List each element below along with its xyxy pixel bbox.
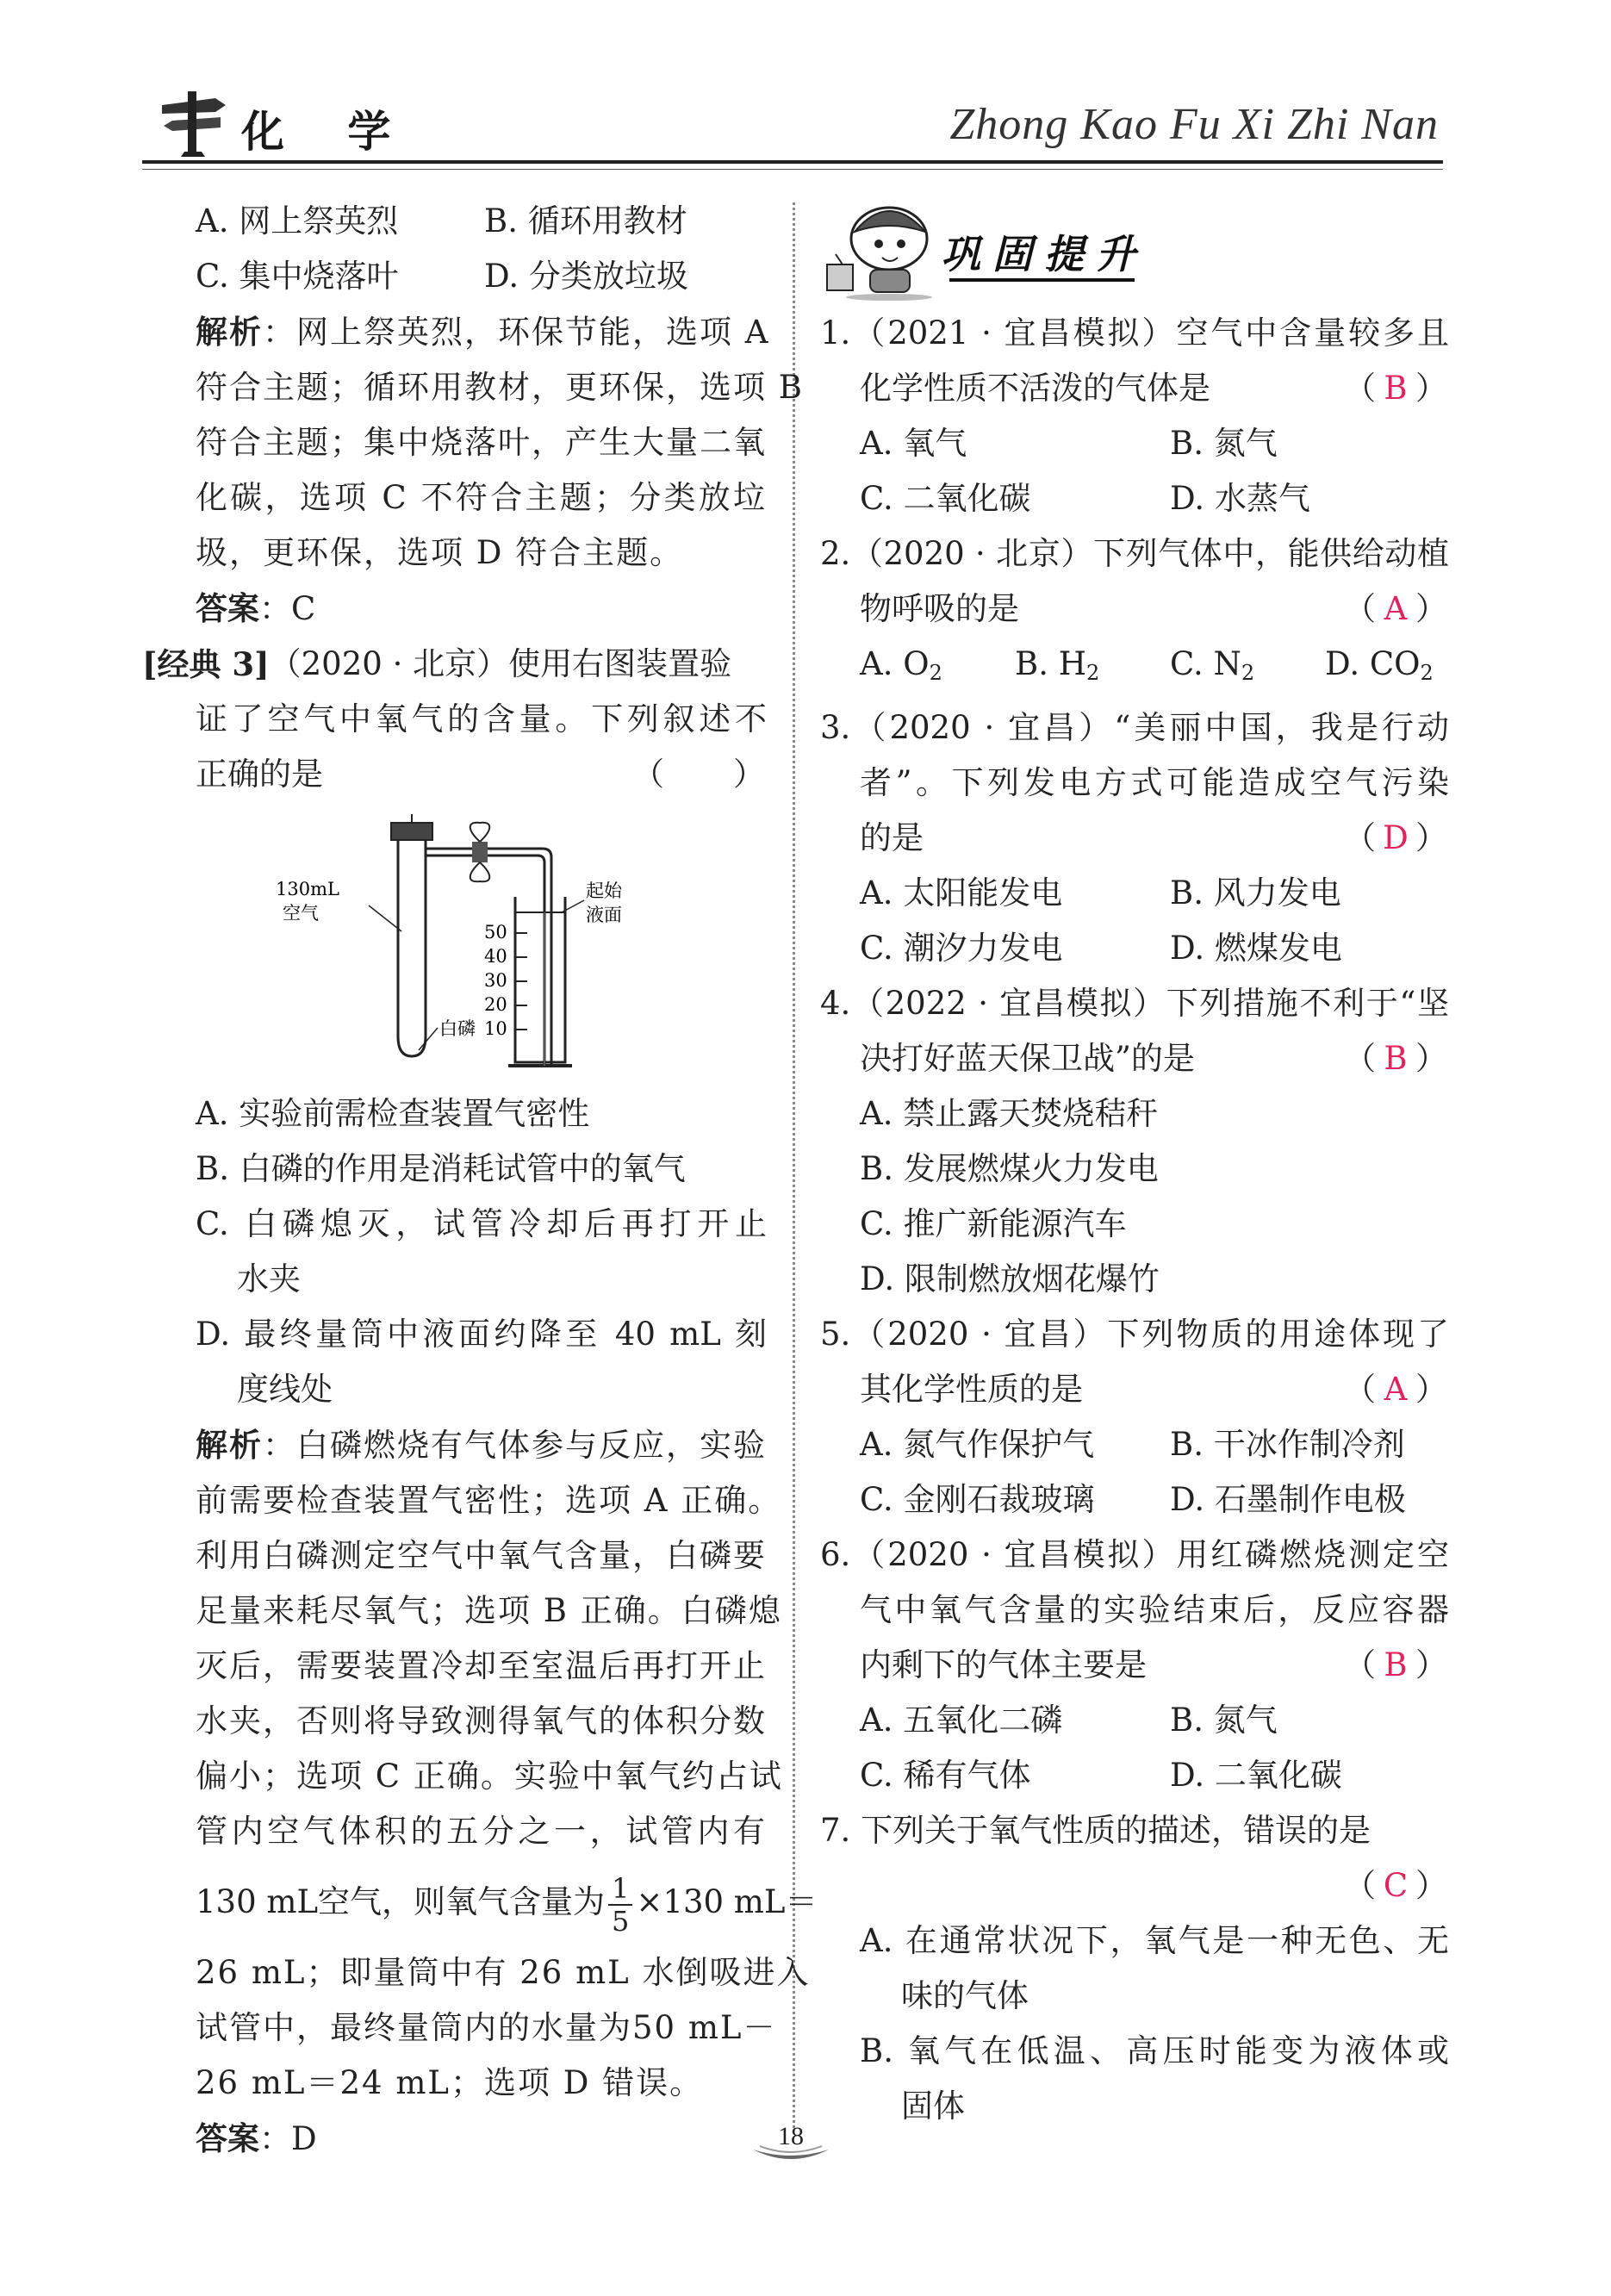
analysis-line: 灭后，需要装置冷却至室温后再打开止 [196,1647,767,1684]
page-number [748,2115,834,2167]
air-volume-label: 130mL [276,879,339,899]
options-row [820,866,1449,921]
option-line: 度线处 [237,1371,333,1408]
answer-letter: D [1383,819,1410,856]
analysis-line: 偏小；选项 C 正确。实验中氧气约占试 [196,1758,783,1795]
option-line: C. 白磷熄灭，试管冷却后再打开止 [196,1205,767,1242]
classic-question-line: 正确的是 （ ） [142,747,767,802]
option: D. 分类放垃圾 [484,258,688,295]
section-title: 巩固提升 [941,231,1148,277]
analysis-line: 水夹，否则将导致测得氧气的体积分数 [196,1702,767,1739]
option: D. 二氧化碳 [1170,1757,1342,1794]
option: D. 燃煤发电 [1170,930,1342,967]
option: A. 五氧化二磷 [860,1702,1063,1739]
option-line: 固体 [901,2088,965,2125]
scale-label: 30 [484,970,507,991]
option-line: C. 推广新能源汽车 [860,1205,1127,1242]
options-row [820,1693,1449,1748]
option-line: 水夹 [237,1260,301,1297]
formula-line: 130 mL空气，则氧气含量为 $\frac{1}{5}$ ×130 mL＝ [196,1871,818,1938]
question-line: 3.（2020 · 宜昌）“美丽中国，我是行动 [820,709,1449,746]
answer: 答案：D [196,2119,317,2157]
prev-options-row-2 [142,249,767,304]
analysis-line: 26 mL；即量筒中有 26 mL 水倒吸进入 [196,1954,811,1991]
answer-bracket: （ D ） [1344,811,1449,866]
signpost-logo-icon [155,86,233,159]
scale-label: 20 [484,994,507,1015]
section-header [820,194,1449,306]
header-rule [142,160,1443,164]
fraction: $\frac{1}{5}$ [608,1873,632,1937]
option-line: A. 禁止露天焚烧秸秆 [860,1095,1159,1132]
option: A. 太阳能发电 [860,874,1063,912]
option: C. 稀有气体 [860,1757,1031,1794]
scale-label: 10 [484,1018,507,1039]
start-level-label-2: 液面 [586,905,622,925]
option: D. CO2 [1325,645,1434,685]
page-number-text: 18 [778,2122,804,2150]
apparatus-diagram [241,811,672,1069]
option-line: A. 实验前需检查装置气密性 [196,1095,590,1132]
answer-letter: A [1384,590,1409,627]
question-line: 其化学性质的是 （ A ） [820,1362,1449,1417]
options-row [820,416,1449,471]
answer-letter: B [1384,1646,1409,1683]
classic-label: [经典 3] [142,645,270,683]
option: B. 氮气 [1170,425,1278,462]
prev-analysis-line: 圾，更环保，选项 D 符合主题。 [196,534,684,571]
answer-bracket: （ A ） [1344,582,1449,637]
option-line: B. 白磷的作用是消耗试管中的氧气 [196,1150,686,1187]
options-row [820,1417,1449,1472]
start-level-label: 起始 [586,880,622,901]
option: A. 网上祭英烈 [196,202,399,240]
prev-options-row-1 [142,194,767,249]
question-line: 4.（2022 · 宜昌模拟）下列措施不利于“坚 [820,985,1449,1022]
question-line: 内剩下的气体主要是 （ B ） [820,1638,1449,1693]
question-line: 的是 （ D ） [820,811,1449,866]
question-line: 气中氧气含量的实验结束后，反应容器 [860,1591,1449,1628]
question-line: 1.（2021 · 宜昌模拟）空气中含量较多且 [820,314,1449,352]
analysis-line: 26 mL＝24 mL；选项 D 错误。 [196,2064,704,2101]
apparatus-figure [142,811,767,1086]
question-line: 5.（2020 · 宜昌）下列物质的用途体现了 [820,1316,1449,1353]
answer-letter: C [1383,1867,1410,1904]
options-row [820,1748,1449,1803]
option-line: D. 限制燃放烟花爆竹 [860,1260,1160,1297]
subject-title: 化 学 [241,106,415,157]
answer-bracket: （ B ） [1344,1031,1449,1086]
option-line: D. 最终量筒中液面约降至 40 mL 刻 [196,1316,767,1353]
question-line: 2.（2020 · 北京）下列气体中，能供给动植 [820,535,1449,572]
question-line: 物呼吸的是 （ A ） [820,582,1449,637]
option: B. 氮气 [1170,1702,1278,1739]
option: A. 氮气作保护气 [860,1426,1095,1463]
prev-answer: 答案：C [196,589,316,627]
analysis-line: 管内空气体积的五分之一，试管内有 [196,1813,767,1850]
option: A. 氧气 [860,425,967,462]
prev-analysis-line: 化碳，选项 C 不符合主题；分类放垃 [196,479,767,516]
option: C. N2 [1170,645,1255,685]
analysis-line: 前需要检查装置气密性；选项 A 正确。 [196,1482,782,1519]
question-line: 化学性质不活泼的气体是 （ B ） [820,361,1449,416]
options-row [820,637,1449,700]
options-row [820,1472,1449,1528]
phosphorus-label: 白磷 [439,1018,476,1039]
option: C. 集中烧落叶 [196,258,399,295]
mascot-icon [820,194,936,302]
option: C. 金刚石裁玻璃 [860,1481,1095,1518]
option: D. 石墨制作电极 [1170,1481,1406,1518]
header-rule-thin [142,169,1443,170]
option: A. O2 [860,645,942,685]
answer-bracket: （ B ） [1344,361,1449,416]
right-column [820,194,1449,2134]
options-row [820,921,1449,976]
options-row [820,471,1449,526]
question-line: 6.（2020 · 宜昌模拟）用红磷燃烧测定空 [820,1536,1449,1573]
analysis-line: 解析：白磷燃烧有气体参与反应，实验 [196,1426,767,1464]
question-line: 决打好蓝天保卫战”的是 （ B ） [820,1031,1449,1086]
page-header [142,82,1443,164]
air-label: 空气 [283,903,319,924]
option: C. 潮汐力发电 [860,930,1063,967]
answer-bracket: （ A ） [1344,1362,1449,1417]
answer-bracket: （ ） [632,756,767,793]
analysis-line: 利用白磷测定空气中氧气含量，白磷要 [196,1537,767,1574]
answer-bracket: （ B ） [1344,1638,1449,1693]
option: C. 二氧化碳 [860,480,1031,517]
answer-letter: A [1384,1371,1409,1408]
answer-bracket: （ C ） [1344,1858,1449,1913]
option-line: A. 在通常状况下，氧气是一种无色、无 [860,1922,1449,1959]
classic-question-line: 证了空气中氧气的含量。下列叙述不 [196,700,767,737]
question-line: 7. 下列关于氧气性质的描述，错误的是 [820,1812,1372,1849]
classic-question-line: [经典 3] （2020 · 北京）使用右图装置验 [142,637,767,692]
option: B. H2 [1015,645,1100,685]
answer-letter: B [1384,1040,1409,1077]
analysis-line: 试管中，最终量筒内的水量为50 mL－ [196,2009,777,2046]
analysis-label: 解析 [196,313,263,351]
option: B. 干冰作制冷剂 [1170,1426,1405,1463]
series-tagline: Zhong Kao Fu Xi Zhi Nan [949,100,1439,149]
option-line: B. 发展燃煤火力发电 [860,1150,1159,1187]
prev-analysis-line: 解析：网上祭英烈，环保节能，选项 A [196,313,770,351]
option: B. 风力发电 [1170,874,1341,912]
option-line: 味的气体 [901,1977,1029,2014]
option-line: B. 氧气在低温、高压时能变为液体或 [860,2032,1449,2069]
prev-analysis-line: 符合主题；循环用教材，更环保，选项 B [196,369,804,406]
answer-letter: B [1384,370,1409,407]
question-line: 者”。下列发电方式可能造成空气污染 [860,764,1449,801]
prev-analysis-line: 符合主题；集中烧落叶，产生大量二氧 [196,424,767,461]
scale-label: 50 [484,922,507,943]
column-divider [793,202,795,2128]
scale-label: 40 [484,946,507,967]
option: B. 循环用教材 [484,202,687,240]
question-line [820,1858,1449,1913]
analysis-line: 足量来耗尽氧气；选项 B 正确。白磷熄 [196,1592,782,1629]
analysis-label: 解析 [196,1426,263,1464]
option: D. 水蒸气 [1170,480,1310,517]
section-underline [949,278,1135,282]
